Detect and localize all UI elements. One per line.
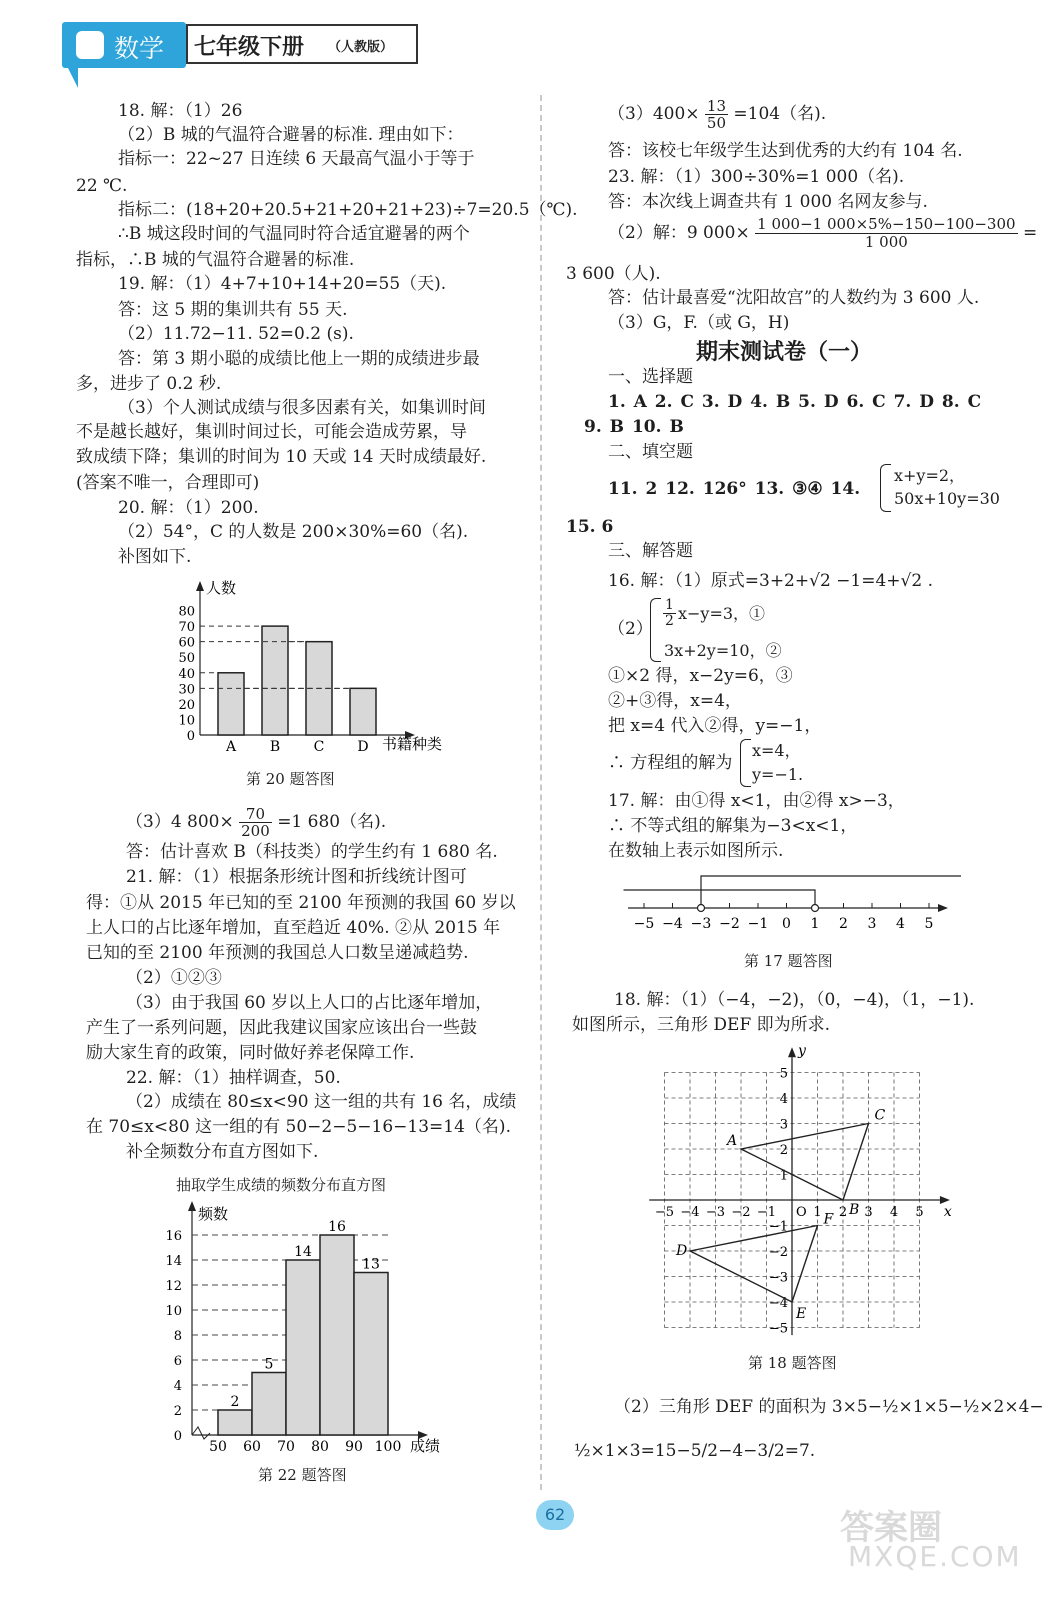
y-tick-label: −5 <box>768 1321 788 1337</box>
y-tick-label: 70 <box>178 620 195 636</box>
numberline-caption: 第 17 题答图 <box>744 952 833 970</box>
text-line: 致成绩下降；集训的时间为 10 天或 14 天时成绩最好. <box>76 447 487 467</box>
y-tick-label: 80 <box>178 604 195 620</box>
y-tick-label: 0 <box>173 1429 182 1444</box>
y-tick-label: 8 <box>173 1329 182 1344</box>
x-tick-label: −2 <box>731 1205 751 1220</box>
tick-label: −2 <box>719 916 740 932</box>
x-tick-label: −5 <box>654 1205 675 1220</box>
y-tick-label: 50 <box>178 651 195 667</box>
bar-value-label: 14 <box>294 1244 312 1260</box>
tick-label: 0 <box>782 916 791 932</box>
number-line-q17 <box>620 866 950 938</box>
x-tick-label: 90 <box>345 1439 363 1455</box>
text-line: ∴ 不等式组的解集为−3<x<1， <box>608 816 858 836</box>
x-axis-arrow <box>940 1196 950 1204</box>
q23-2-equation <box>608 216 1037 256</box>
section-heading: 二、填空题 <box>608 442 693 462</box>
y-tick-label: 0 <box>186 729 195 744</box>
y-tick-label: 10 <box>165 1304 182 1319</box>
tick-label: 5 <box>924 916 934 932</box>
text-line: （2）三角形 DEF 的面积为 3×5−½×1×5−½×2×4− <box>614 1397 1044 1417</box>
eq-prefix: （2）解：9 000× <box>608 223 750 243</box>
text-line: 不是越长越好，集训时间过长，可能会造成劳累，导 <box>76 422 467 442</box>
bar <box>262 626 288 735</box>
y-tick-label: −4 <box>768 1296 788 1311</box>
axis-break <box>192 1427 210 1439</box>
text-line: 补全频数分布直方图如下. <box>126 1142 319 1162</box>
choice-answers: 1. A 2. C 3. D 4. B 5. D 6. C 7. D 8. C <box>608 392 982 412</box>
text-line: 21. 解：（1）根据条形统计图和折线统计图可 <box>126 867 467 887</box>
histogram-q22 <box>160 1195 460 1460</box>
x-tick-label: −3 <box>705 1205 726 1220</box>
x-axis-label: 书籍种类 <box>382 735 443 753</box>
text-line: 22 ℃. <box>76 176 128 196</box>
text-line: 励大家生育的政策，同时做好养老保障工作. <box>86 1043 415 1063</box>
text-line: 答：估计喜欢 B（科技类）的学生约有 1 680 名. <box>126 842 498 862</box>
tick-label: 1 <box>810 916 820 932</box>
text-line: （3）G，F.（或 G，H) <box>608 313 790 333</box>
histogram-bar <box>252 1373 286 1436</box>
text-line: ②+③得，x=4， <box>608 691 742 711</box>
q22-3-equation <box>608 98 826 136</box>
point-label: C <box>874 1107 886 1124</box>
text-line: 产生了一系列问题，因此我建议国家应该出台一些鼓 <box>86 1018 477 1038</box>
x-axis-label: x <box>943 1204 952 1220</box>
y-axis-label: y <box>798 1043 806 1060</box>
brace <box>880 464 891 512</box>
text-line: 答：本次线上调查共有 1 000 名网友参与. <box>608 192 928 212</box>
histogram-title: 抽取学生成绩的频数分布直方图 <box>176 1176 387 1194</box>
edition-label: （人教版） <box>328 40 394 55</box>
x-tick-label: −4 <box>680 1205 700 1220</box>
tick-label: −3 <box>690 916 712 932</box>
fraction-numerator: 1 000−1 000×5%−150−100−300 <box>757 215 1016 233</box>
eq-suffix: = <box>1022 223 1038 243</box>
x-tick-label: 2 <box>838 1205 848 1220</box>
q16-2-label: （2） <box>608 619 653 639</box>
text-line: 23. 解：（1）300÷30%=1 000（名). <box>608 167 905 187</box>
y-axis-label: 频数 <box>198 1205 229 1223</box>
page-header <box>62 22 420 68</box>
eq-suffix: =104（名). <box>733 104 827 124</box>
brace <box>740 739 751 787</box>
open-endpoint <box>698 905 705 912</box>
text-line: 答：该校七年级学生达到优秀的大约有 104 名. <box>608 141 963 161</box>
x-tick-label: C <box>313 739 325 755</box>
histogram-bar <box>320 1235 354 1435</box>
text-line: 答：估计最喜爱“沈阳故宫”的人数约为 3 600 人. <box>608 288 980 308</box>
point-label: A <box>727 1133 738 1149</box>
text-line: 把 x=4 代入②得，y=−1， <box>608 716 822 736</box>
x-tick-label: 4 <box>889 1205 899 1220</box>
x-tick-label: 1 <box>813 1205 822 1220</box>
x-tick-label: 60 <box>243 1439 261 1455</box>
watermark-logo: 答案圈 <box>840 1508 942 1548</box>
y-axis-arrow <box>188 1201 196 1211</box>
y-axis-label: 人数 <box>206 579 237 597</box>
section-heading: 三、解答题 <box>608 541 693 561</box>
y-tick-label: 16 <box>165 1229 182 1244</box>
bar-value-label: 16 <box>328 1219 346 1235</box>
y-tick-label: −1 <box>768 1219 788 1235</box>
y-tick-label: 10 <box>178 713 195 729</box>
y-tick-label: 2 <box>173 1404 182 1419</box>
text-line: 答：第 3 期小聪的成绩比他上一期的成绩进步最 <box>118 349 480 369</box>
text-line: (答案不唯一，合理即可) <box>76 473 260 493</box>
x-tick-label: 80 <box>311 1439 329 1455</box>
solution-ray-gt <box>701 876 961 908</box>
tick-label: 4 <box>896 916 905 932</box>
triangle-def <box>690 1226 818 1303</box>
bar <box>350 688 376 735</box>
text-line: （2）11.72−11. 52=0.2 (s). <box>118 324 354 344</box>
system-eq: x+y=2， <box>894 466 966 485</box>
eq-prefix: （3）4 800× <box>126 812 234 832</box>
x-tick-label: 3 <box>864 1205 873 1220</box>
text-line: 答：这 5 期的集训共有 55 天. <box>118 300 348 320</box>
chart-caption: 第 22 题答图 <box>258 1466 347 1484</box>
x-tick-label: 5 <box>915 1205 924 1220</box>
y-tick-label: 14 <box>165 1254 182 1269</box>
text-line: （2）①②③ <box>126 968 222 988</box>
y-tick-label: 2 <box>779 1143 788 1158</box>
subject-label: 数学 <box>114 34 165 63</box>
text-line: 指标二：(18+20+20.5+21+20+21+23)÷7=20.5（℃). <box>118 200 578 220</box>
text-line: （2）成绩在 80≤x<90 这一组的共有 16 名，成绩 <box>126 1092 517 1112</box>
fraction-numerator: 1 <box>665 597 674 613</box>
text-line: ①×2 得，x−2y=6，③ <box>608 666 793 686</box>
bar-chart-q20 <box>160 575 480 755</box>
triangle-abc <box>741 1124 869 1201</box>
text-line: （3）个人测试成绩与很多因素有关，如集训时间 <box>118 398 486 418</box>
y-tick-label: 30 <box>178 682 195 698</box>
text-line: （3）由于我国 60 岁以上人口的占比逐年增加， <box>126 993 493 1013</box>
histogram-bar <box>218 1410 252 1435</box>
text-line: 17. 解：由①得 x<1，由②得 x>−3， <box>608 791 905 811</box>
fill-answers: 11. 2 12. 126° 13. ③④ 14. <box>608 479 861 499</box>
tick-label: 2 <box>839 916 848 932</box>
y-axis-arrow <box>788 1047 796 1057</box>
text-line: 3 600（人). <box>566 264 661 284</box>
open-endpoint <box>812 905 819 912</box>
bar-value-label: 13 <box>362 1256 380 1273</box>
x-tick-label: 50 <box>209 1439 227 1455</box>
text-line: ½×1×3=15−5/2−4−3/2=7. <box>574 1441 816 1461</box>
text-line: 16. 解：（1）原式=3+2+√2 −1=4+√2 . <box>608 571 933 591</box>
x-tick-label: B <box>269 739 281 755</box>
x-tick-label: −1 <box>756 1205 777 1220</box>
text-line: 多，进步了 0.2 秒. <box>76 374 222 394</box>
point-label: E <box>796 1306 807 1322</box>
text-line: 18. 解：（1）26 <box>118 101 243 121</box>
system-eq: 50x+10y=30 <box>894 489 1000 508</box>
bar-value-label: 2 <box>230 1394 240 1410</box>
text-line: 在数轴上表示如图所示. <box>608 841 784 861</box>
text-line: 22. 解：（1）抽样调查，50. <box>126 1068 341 1088</box>
y-tick-label: −2 <box>768 1245 788 1260</box>
text-line: ∴B 城这段时间的气温同时符合适宜避暑的两个 <box>118 224 470 244</box>
y-tick-label: 12 <box>165 1279 182 1294</box>
column-divider <box>540 95 542 1490</box>
chart-caption: 第 20 题答图 <box>246 770 335 788</box>
coordinate-grid-q18 <box>640 1042 950 1342</box>
q20-3-equation <box>126 806 386 842</box>
watermark-url: MXQE.COM <box>848 1540 1022 1573</box>
system-eq: 3x+2y=10，② <box>664 641 782 660</box>
text-line: 补图如下. <box>118 547 192 567</box>
text-line: 上人口的占比逐年增加，直至趋近 40%. ②从 2015 年 <box>86 918 501 938</box>
x-tick-label: A <box>225 739 237 755</box>
system-eq: y=−1. <box>752 765 804 784</box>
section-heading: 一、选择题 <box>608 367 693 387</box>
bar <box>218 673 244 735</box>
bar-value-label: 5 <box>264 1356 274 1373</box>
text-line: 得：①从 2015 年已知的至 2100 年预测的我国 60 岁以 <box>86 893 516 913</box>
histogram-bar <box>354 1273 388 1436</box>
y-tick-label: 1 <box>779 1168 788 1184</box>
text-line: 指标，∴B 城的气温符合避暑的标准. <box>76 250 355 270</box>
text-line: 已知的至 2100 年预测的我国总人口数呈递减趋势. <box>86 943 469 963</box>
brace <box>650 598 661 662</box>
page-number: 62 <box>536 1500 574 1530</box>
x-tick-label: 100 <box>374 1439 402 1455</box>
system-eq: x=4， <box>752 741 801 760</box>
y-tick-label: −3 <box>768 1270 788 1286</box>
text-line: ∴ 方程组的解为 <box>608 753 733 773</box>
histogram-bar <box>286 1260 320 1435</box>
text-line: 指标一：22~27 日连续 6 天最高气温小于等于 <box>118 149 475 169</box>
point-label: D <box>676 1243 688 1259</box>
point-label: B <box>849 1202 860 1218</box>
fill-answer-15: 15. 6 <box>566 517 614 537</box>
tick-label: −4 <box>662 916 683 932</box>
y-tick-label: 4 <box>173 1379 182 1394</box>
y-tick-label: 60 <box>178 635 195 651</box>
tick-label: −5 <box>633 916 655 932</box>
fraction-numerator: 13 <box>706 97 727 115</box>
grade-label: 七年级下册 <box>194 35 305 60</box>
text-line: （2）54°，C 的人数是 200×30%=60（名). <box>118 522 469 542</box>
fraction-denominator: 200 <box>241 822 270 840</box>
fraction-denominator: 50 <box>706 114 727 132</box>
text-line: 19. 解：（1）4+7+10+14+20=55（天). <box>118 274 447 294</box>
origin-label: O <box>796 1205 807 1220</box>
y-tick-label: 5 <box>779 1066 788 1082</box>
text-line: 18. 解：（1）（−4，−2)，（0，−4)，（1，−1). <box>614 990 975 1010</box>
header-tail <box>68 68 78 88</box>
eq-suffix: =1 680（名). <box>277 812 387 832</box>
grid-caption: 第 18 题答图 <box>748 1354 837 1372</box>
exam-title: 期末测试卷（一） <box>696 340 873 365</box>
fraction-numerator: 70 <box>239 806 272 823</box>
system-eq: x−y=3，① <box>678 604 766 623</box>
point-label: F <box>823 1211 834 1228</box>
y-tick-label: 40 <box>178 666 195 682</box>
y-tick-label: 6 <box>173 1354 182 1369</box>
choice-answers: 9. B 10. B <box>584 417 684 437</box>
fraction-denominator: 2 <box>665 613 674 629</box>
fraction-denominator: 1 000 <box>864 233 908 251</box>
y-axis-arrow <box>196 581 204 591</box>
y-tick-label: 20 <box>178 697 195 713</box>
text-line: 在 70≤x<80 这一组的有 50−2−5−16−13=14（名). <box>86 1117 511 1137</box>
book-icon <box>76 31 104 59</box>
text-line: 20. 解：（1）200. <box>118 498 259 518</box>
x-tick-label: 70 <box>277 1439 295 1455</box>
fraction <box>663 598 676 629</box>
x-tick-label: D <box>357 739 369 755</box>
tick-label: −1 <box>747 916 769 932</box>
text-line: （2）B 城的气温符合避暑的标准. 理由如下： <box>118 125 464 145</box>
y-tick-label: 4 <box>779 1092 788 1107</box>
tick-label: 3 <box>867 916 877 932</box>
x-axis-label: 成绩 <box>410 1437 441 1455</box>
y-tick-label: 3 <box>779 1117 788 1133</box>
number-line-arrow <box>938 904 948 912</box>
eq-prefix: （3）400× <box>608 104 700 124</box>
text-line: 如图所示，三角形 DEF 即为所求. <box>572 1015 831 1035</box>
